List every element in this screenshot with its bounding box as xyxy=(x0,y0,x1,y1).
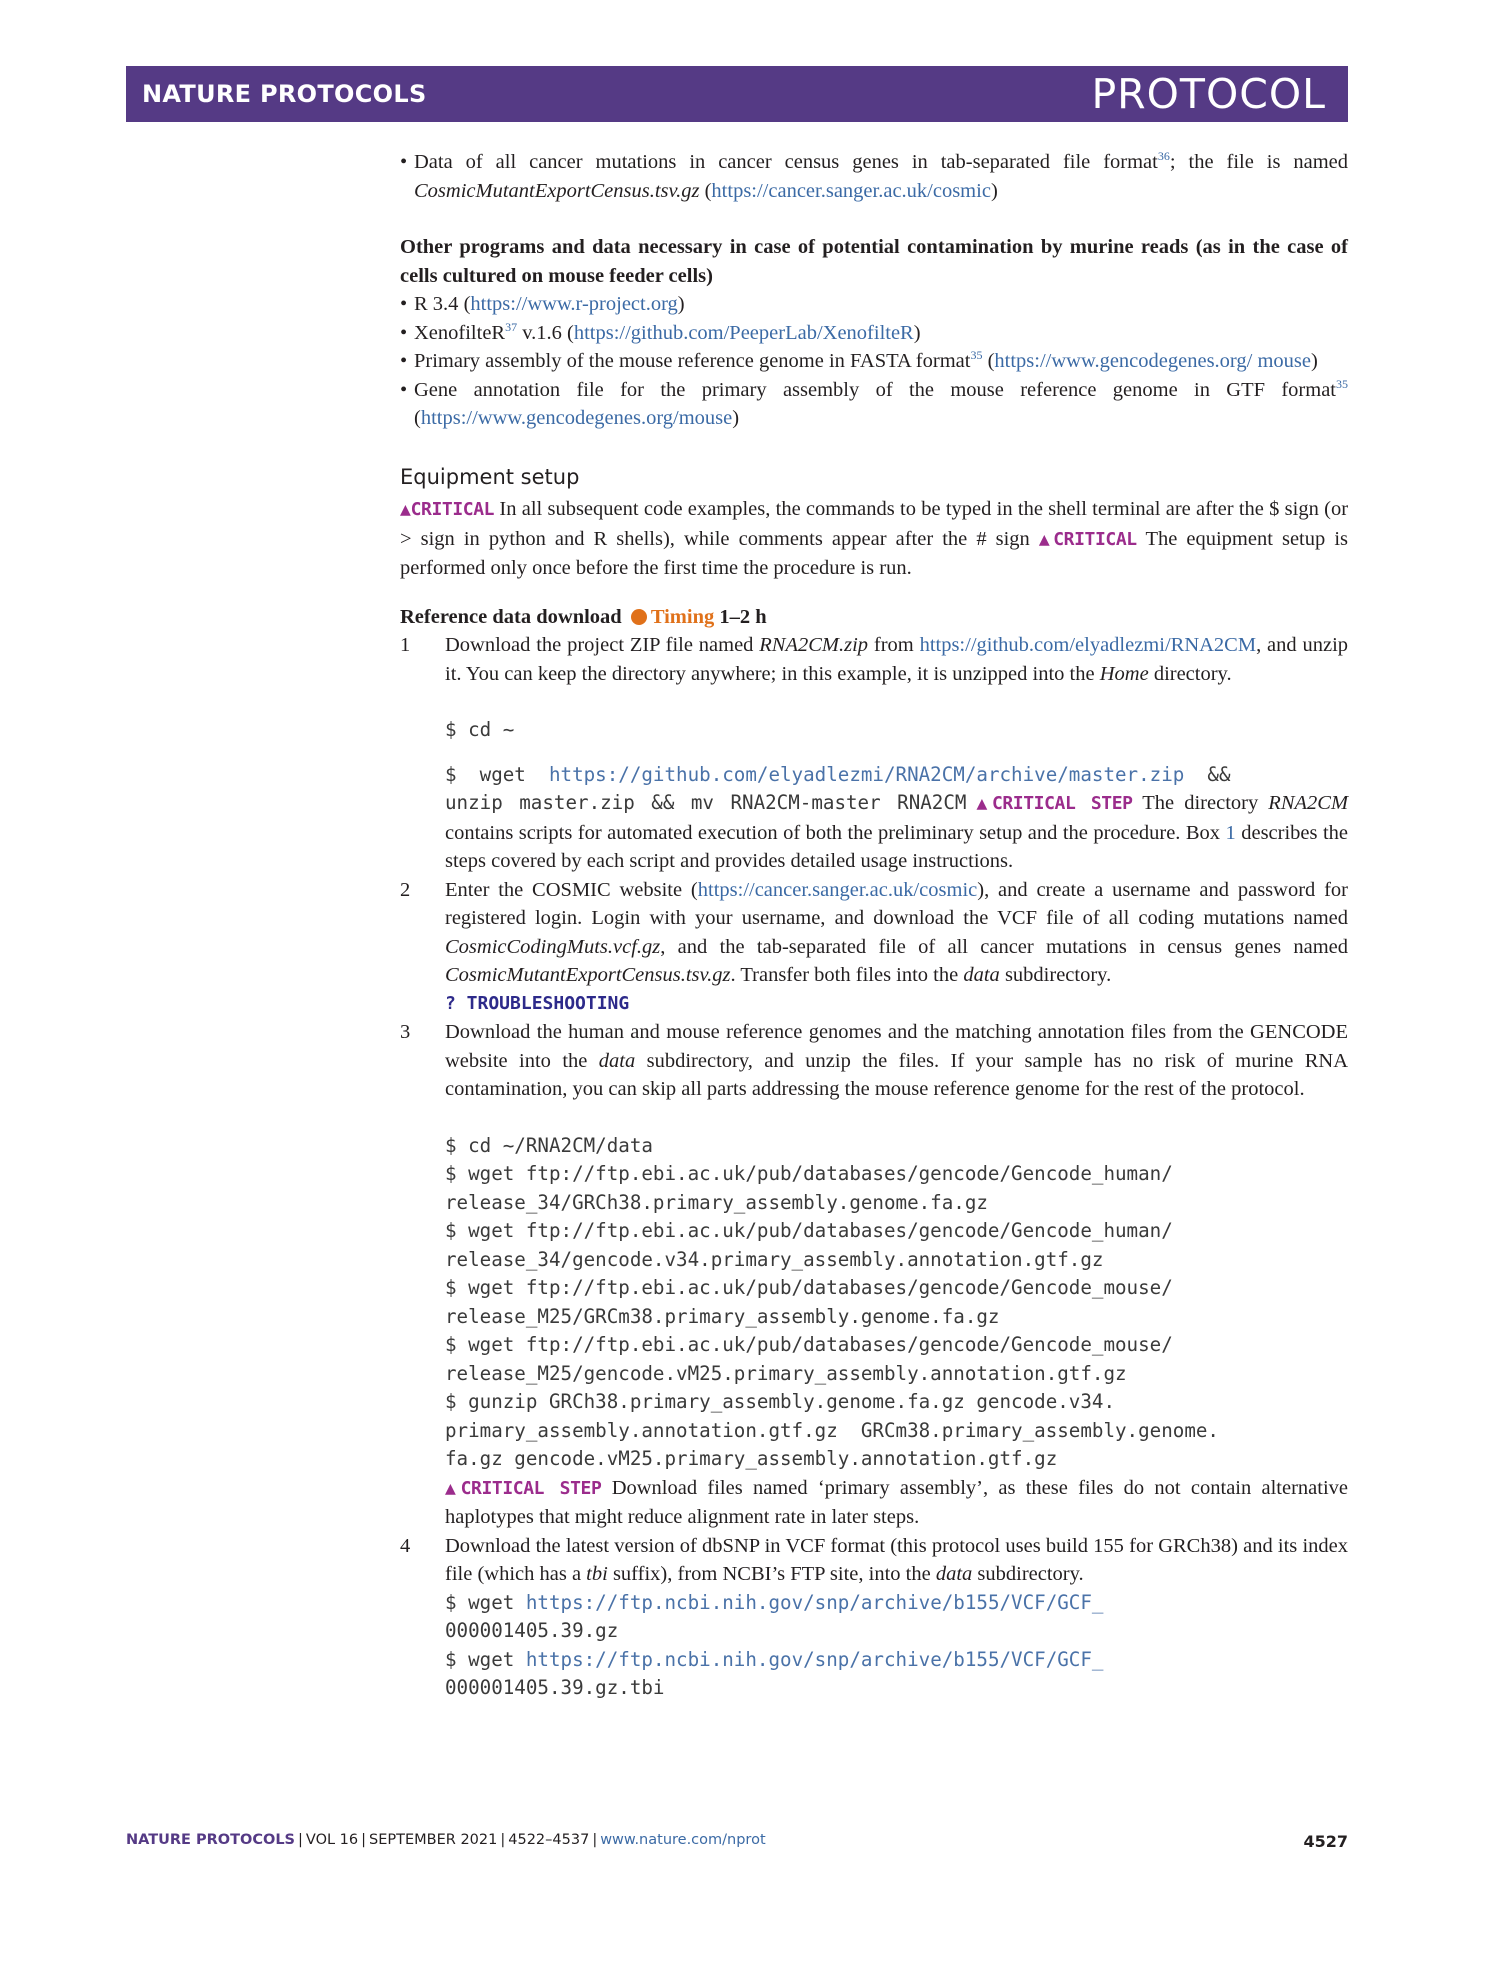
rna2cm-repo-link[interactable]: https://github.com/elyadlezmi/RNA2CM xyxy=(919,634,1257,656)
procedure-step-4: 4 Download the latest version of dbSNP in VCF format (this protocol uses build 155 for GRCh38) and its index file (which has a tbi suffix), from NCBI’s FTP site, into the data subdirectory. $ wget https://ftp.ncbi.nih.gov/snp/archive/b155/VCF/GCF_ 000001405.39.gz $ wget https://ftp.ncbi.nih.gov/snp/archive/b155/VCF/GCF_ 000001405.39.gz.tbi xyxy=(400,1532,1348,1703)
code-line: $ cd ~ xyxy=(445,718,515,741)
equipment-setup-text: ▲CRITICAL In all subsequent code examples, the commands to be typed in the shell terminal are after the $ sign (or > sign in python and R shells), while comments appear after the # sign ▲CRITICAL The equipment setup is performed only once before the first time the procedure is run. xyxy=(400,498,1349,579)
list-item: • XenofilteR$^{37}$ v.1.6 (https://github.com/PeeperLab/XenofilteR) xyxy=(400,319,1348,348)
code-line: primary_assembly.annotation.gtf.gz GRCm38.primary_assembly.genome. xyxy=(445,1418,1219,1442)
code-line: release_34/gencode.v34.primary_assembly.annotation.gtf.gz xyxy=(445,1247,1104,1271)
critical-step-flag: ▲CRITICAL STEP xyxy=(976,793,1133,814)
list-item: • Primary assembly of the mouse reference genome in FASTA format$^{35}$ (https://www.gencodegenes.org/ mouse) xyxy=(400,347,1348,376)
page-footer: NATURE PROTOCOLS | VOL 16 | SEPTEMBER 2021 | 4522–4537 | www.nature.com/nprot 4527 xyxy=(126,1832,1348,1851)
box-1-link[interactable]: 1 xyxy=(1225,821,1236,844)
code-line: $ wget ftp://ftp.ebi.ac.uk/pub/databases/gencode/Gencode_mouse/ xyxy=(445,1276,1173,1299)
code-line: $ wget ftp://ftp.ebi.ac.uk/pub/databases/gencode/Gencode_human/ xyxy=(445,1162,1173,1185)
critical-flag: ▲CRITICAL xyxy=(1038,528,1137,550)
gencode-mouse-gtf-link[interactable]: https://www.gencodegenes.org/mouse xyxy=(420,407,733,429)
code-line: $ wget ftp://ftp.ebi.ac.uk/pub/databases/gencode/Gencode_mouse/ xyxy=(445,1333,1173,1356)
critical-triangle-icon: ▲ xyxy=(400,499,411,520)
critical-triangle-icon: ▲ xyxy=(976,793,992,814)
code-url[interactable]: https://github.com/elyadlezmi/RNA2CM/archive/master.zip xyxy=(548,762,1185,786)
code-line[interactable]: 000001405.39.gz xyxy=(445,1619,619,1642)
footer-date: SEPTEMBER 2021 xyxy=(369,1832,498,1848)
critical-flag: ▲CRITICAL xyxy=(400,499,495,520)
procedure-step-1: 1 Download the project ZIP file named RNA2CM.zip from https://github.com/elyadlezmi/RNA2CM, and unzip it. You can keep the directory anywhere; in this example, it is unzipped into the Home directory. $ cd ~ $ wget https://github.com/elyadlezmi/RNA2CM/archive/master.zip && unzip master.zip && mv RNA2CM-master RNA2CM ▲CRITICAL STEP The directory RNA2CM contains scripts for automated execution of both the preliminary setup and the procedure. Box 1 describes the steps covered by each script and provides detailed usage instructions. xyxy=(400,631,1348,876)
code-line: release_M25/gencode.vM25.primary_assembly.annotation.gtf.gz xyxy=(445,1361,1127,1385)
code-line: $ gunzip GRCh38.primary_assembly.genome.fa.gz gencode.v34. xyxy=(445,1390,1116,1413)
page-content xyxy=(400,148,1348,1703)
critical-step-flag: ▲CRITICAL STEP xyxy=(445,1477,602,1499)
critical-triangle-icon: ▲ xyxy=(1038,528,1054,550)
mouse-section-heading: Other programs and data necessary in case of potential contamination by murine reads (as in the case of cells cultured on mouse feeder cells) xyxy=(400,236,1348,287)
code-line: $ wget https://ftp.ncbi.nih.gov/snp/archive/b155/VCF/GCF_ xyxy=(445,1647,1104,1671)
footer-journal: NATURE PROTOCOLS xyxy=(126,1832,296,1848)
procedure-step-3: 3 Download the human and mouse reference genomes and the matching annotation files from the GENCODE website into the data subdirectory, and unzip the files. If your sample has no risk of murine RNA contamination, you can skip all parts addressing the mouse reference genome for the rest of the protocol. $ cd ~/RNA2CM/data $ wget ftp://ftp.ebi.ac.uk/pub/databases/gencode/Gencode_human/ release_34/GRCh38.primary_assembly.genome.fa.gz $ wget ftp://ftp.ebi.ac.uk/pub/databases/gencode/Gencode_human/ release_34/gencode.v34.primary_assembly.annotation.gtf.gz $ wget ftp://ftp.ebi.ac.uk/pub/databases/gencode/Gencode_mouse/ release_M25/GRCm38.primary_assembly.genome.fa.gz $ wget ftp://ftp.ebi.ac.uk/pub/databases/gencode/Gencode_mouse/ release_M25/gencode.vM25.primary_assembly.annotation.gtf.gz $ gunzip GRCh38.primary_assembly.genome.fa.gz gencode.v34. primary_assembly.annotation.gtf.gz GRCm38.primary_assembly.genome. fa.gz gencode.vM25.primary_assembly.annotation.gtf.gz ▲CRITICAL STEP Download files named ‘primary assembly’, as these files do not contain alternative haplotypes that might reduce alignment rate in later steps. xyxy=(400,1018,1348,1532)
code-url[interactable]: https://ftp.ncbi.nih.gov/snp/archive/b155/VCF/GCF_ xyxy=(525,1647,1104,1671)
page-number: 4527 xyxy=(1303,1832,1348,1851)
code-line[interactable]: 000001405.39.gz.tbi xyxy=(445,1676,665,1699)
cosmic-link[interactable]: https://cancer.sanger.ac.uk/cosmic xyxy=(711,179,991,202)
timing-clock-icon xyxy=(631,609,647,625)
code-line: $ wget ftp://ftp.ebi.ac.uk/pub/databases/gencode/Gencode_human/ xyxy=(445,1219,1173,1242)
reference-35[interactable]: 35 xyxy=(1336,376,1348,391)
code-block xyxy=(445,1132,1348,1474)
equipment-setup-heading: Equipment setup xyxy=(400,464,580,489)
code-line: release_M25/GRCm38.primary_assembly.genome.fa.gz xyxy=(445,1304,1000,1328)
code-line: release_34/GRCh38.primary_assembly.genome.fa.gz xyxy=(445,1190,988,1214)
critical-triangle-icon: ▲ xyxy=(445,1477,461,1499)
cosmic-website-link[interactable]: https://cancer.sanger.ac.uk/cosmic xyxy=(697,878,978,901)
file-name: CosmicMutantExportCensus.tsv.gz xyxy=(414,179,700,202)
code-line: $ cd ~/RNA2CM/data xyxy=(445,1133,653,1157)
gencode-mouse-link[interactable]: https://www.gencodegenes.org/ mouse xyxy=(994,350,1311,372)
list-item: • R 3.4 (https://www.r-project.org) xyxy=(400,290,1348,319)
xenofilter-link[interactable]: https://github.com/PeeperLab/XenofilteR xyxy=(573,321,914,344)
list-item: • Data of all cancer mutations in cancer census genes in tab-separated file format$^{36}$; the file is named CosmicMutantExportCensus.tsv.gz (https://cancer.sanger.ac.uk/cosmic) xyxy=(400,148,1348,205)
procedure-step-2: 2 Enter the COSMIC website (https://cancer.sanger.ac.uk/cosmic), and create a username and password for registered login. Login with your username, and download the VCF file of all coding mutations named CosmicCodingMuts.vcf.gz, and the tab-separated file of all cancer mutations in census genes named CosmicMutantExportCensus.tsv.gz. Transfer both files into the data subdirectory. ? TROUBLESHOOTING xyxy=(400,876,1348,1019)
critical-step-note: ▲CRITICAL STEP Download files named ‘primary assembly’, as these files do not contain alternative haplotypes that might reduce alignment rate in later steps. xyxy=(445,1476,1349,1528)
critical-step-note: unzip master.zip && mv RNA2CM-master RNA2CM ▲CRITICAL STEP The directory RNA2CM contains scripts for automated execution of both the preliminary setup and the procedure. Box 1 describes the steps covered by each script and provides detailed usage instructions. xyxy=(445,791,1349,872)
code-line: $ wget https://ftp.ncbi.nih.gov/snp/archive/b155/VCF/GCF_ xyxy=(445,1590,1104,1614)
code-url[interactable]: https://ftp.ncbi.nih.gov/snp/archive/b155/VCF/GCF_ xyxy=(525,1590,1104,1614)
header-banner xyxy=(126,66,1348,122)
journal-name: NATURE PROTOCOLS xyxy=(142,80,427,108)
reference-35[interactable]: 35 xyxy=(970,348,983,363)
list-item: • Gene annotation file for the primary assembly of the mouse reference genome in GTF format$^{35}$ (https://www.gencodegenes.org/mouse) xyxy=(400,376,1348,433)
r-project-link[interactable]: https://www.r-project.org xyxy=(470,293,678,315)
reference-data-heading: Reference data download Timing 1–2 h xyxy=(400,605,767,628)
reference-36[interactable]: 36 xyxy=(1157,149,1170,164)
code-line: $ wget https://github.com/elyadlezmi/RNA2CM/archive/master.zip && xyxy=(445,762,1231,786)
troubleshooting-link[interactable]: ? TROUBLESHOOTING xyxy=(445,992,630,1014)
reference-37[interactable]: 37 xyxy=(505,319,518,334)
footer-volume: VOL 16 xyxy=(305,1832,359,1848)
footer-url[interactable]: www.nature.com/nprot xyxy=(600,1832,766,1848)
footer-pages: 4522–4537 xyxy=(508,1832,590,1848)
code-line: fa.gz gencode.vM25.primary_assembly.annotation.gtf.gz xyxy=(445,1447,1058,1470)
article-type: PROTOCOL xyxy=(1091,70,1326,118)
